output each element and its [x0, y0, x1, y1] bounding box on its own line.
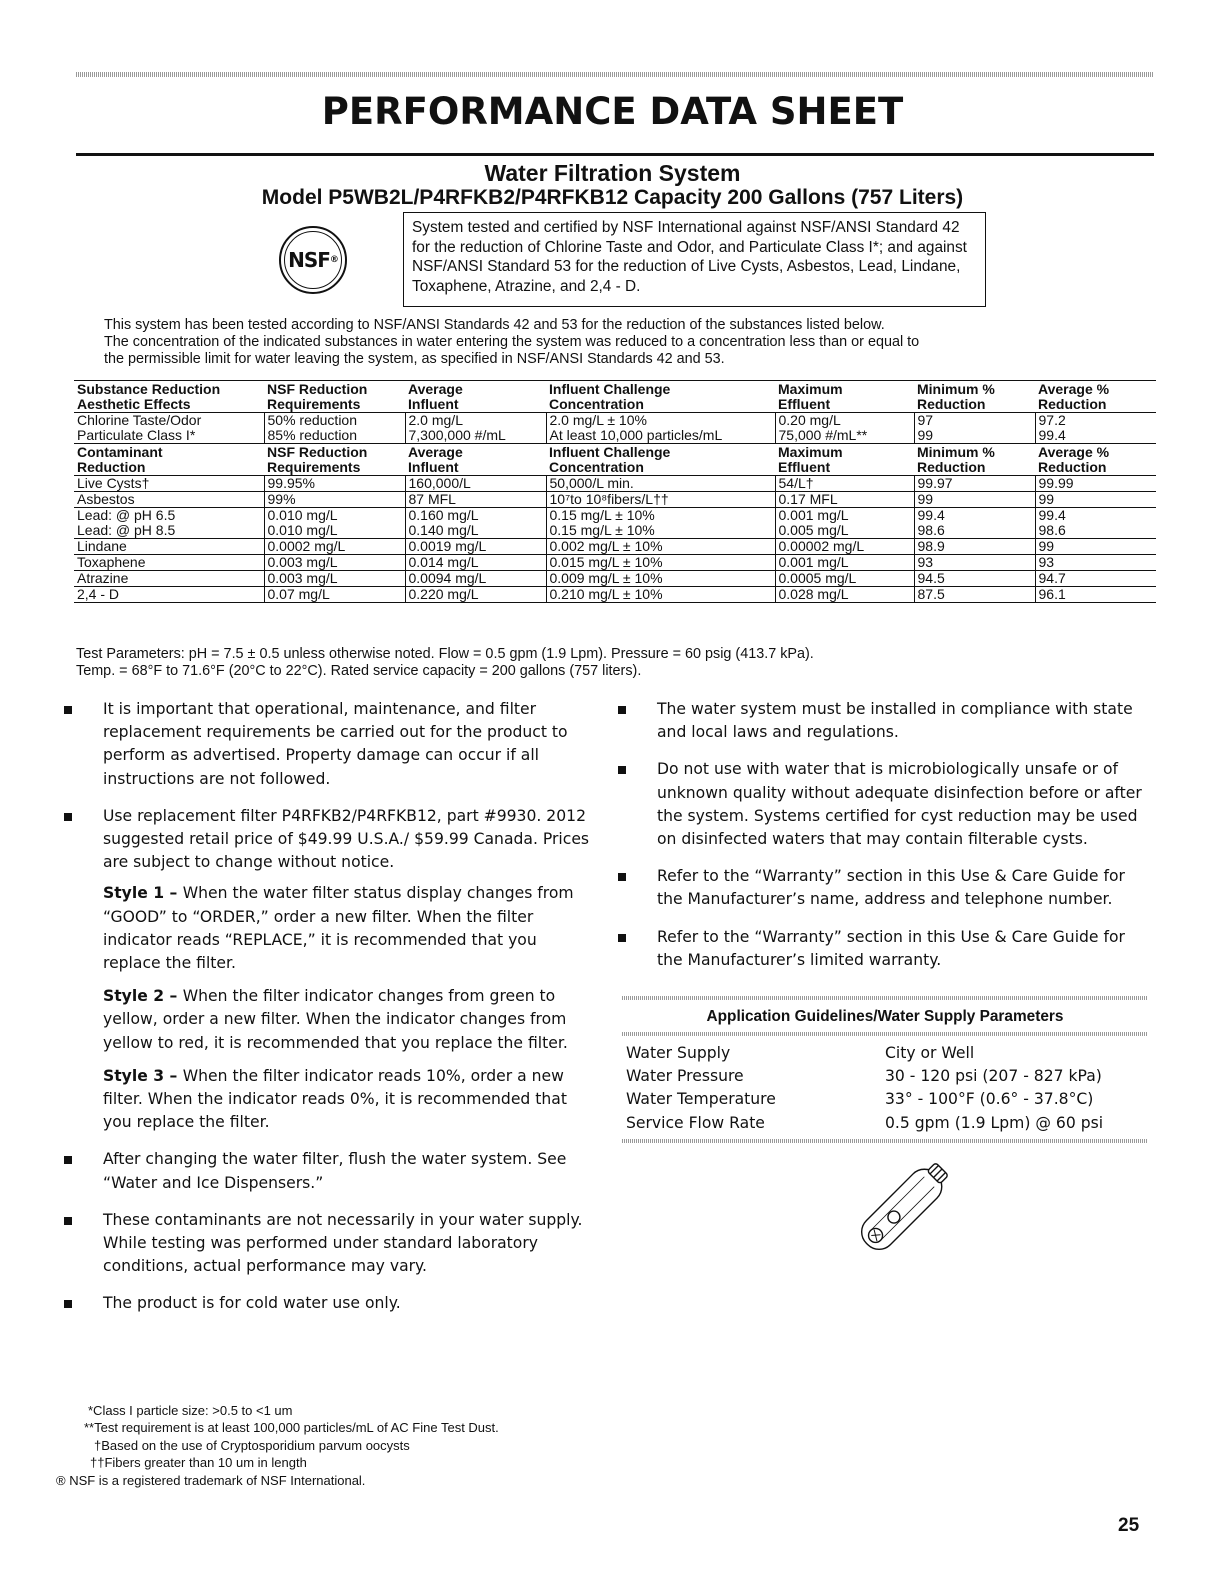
table-cell: 0.003 mg/L: [264, 571, 405, 587]
table-cell: 99.97: [914, 476, 1035, 492]
guideline-row: Service Flow Rate 0.5 gpm (1.9 Lpm) @ 60 psi: [626, 1113, 1104, 1132]
table-cell: 99.4 98.6: [1035, 508, 1156, 539]
table-cell: 0.160 mg/L 0.140 mg/L: [405, 508, 546, 539]
bullet-icon: [64, 813, 72, 821]
table-cell: 99.95%: [264, 476, 405, 492]
test-parameters: Test Parameters: pH = 7.5 ± 0.5 unless otherwise noted. Flow = 0.5 gpm (1.9 Lpm). Pressure = 60 psig (413.7 kPa). Temp. = 68°F to 71.6°F (20°C to 22°C). Rated service capacity = 200 gallons (757 liters).: [76, 646, 814, 679]
performance-table: [74, 380, 1156, 603]
style-1-paragraph: Style 1 – When the water filter status display changes from “GOOD” to “ORDER,” order a new filter. When the filter indicator reads “REPLACE,” it is recommended that you replace the filter.: [103, 884, 574, 973]
column-header: Average % Reduction: [1035, 444, 1156, 476]
table-cell: 99.4 98.6: [914, 508, 1035, 539]
list-item: Refer to the “Warranty” section in this Use & Care Guide for the Manufacturer’s limited warranty.: [618, 926, 1148, 972]
bullet-icon: [64, 1217, 72, 1225]
table-cell: 0.0094 mg/L: [405, 571, 546, 587]
table-cell: 2.0 mg/L ± 10% At least 10,000 particles/mL: [546, 413, 775, 444]
table-row: [74, 413, 1156, 444]
application-guidelines: [622, 996, 1148, 1143]
certification-box: System tested and certified by NSF International against NSF/ANSI Standard 42 for the reduction of Chlorine Taste and Odor, and Particulate Class I*; and against NSF/ANSI Standard 53 for the reduction of Live Cysts, Asbestos, Lead, Lindane, Toxaphene, Atrazine, and 2,4 - D.: [403, 212, 986, 307]
column-header: NSF Reduction Requirements: [264, 381, 405, 413]
dotted-rule: [622, 1139, 1148, 1143]
table-cell: 2,4 - D: [74, 587, 264, 603]
table-cell: 0.002 mg/L ± 10%: [546, 539, 775, 555]
table-header-row: [74, 444, 1156, 476]
table-cell: Live Cysts†: [74, 476, 264, 492]
table-cell: 0.0019 mg/L: [405, 539, 546, 555]
table-cell: 0.003 mg/L: [264, 555, 405, 571]
table-cell: 10⁷to 10⁸fibers/L††: [546, 492, 775, 508]
table-cell: 0.028 mg/L: [775, 587, 914, 603]
column-header: Substance Reduction Aesthetic Effects: [74, 381, 264, 413]
page-subtitle: Water Filtration System: [484, 160, 741, 186]
intro-text: This system has been tested according to NSF/ANSI Standards 42 and 53 for the reduction of the substances listed below. The concentration of the indicated substances in water entering the system was reduced to a concentration less than or equal to the permissible limit for water leaving the system, as specified in NSF/ANSI Standards 42 and 53.: [104, 317, 920, 367]
column-header: Maximum Effluent: [775, 444, 914, 476]
table-cell: 93: [1035, 555, 1156, 571]
water-filter-illustration: [846, 1150, 956, 1270]
table-cell: 2.0 mg/L 7,300,000 #/mL: [405, 413, 546, 444]
table-cell: 0.001 mg/L 0.005 mg/L: [775, 508, 914, 539]
table-row: [74, 476, 1156, 492]
table-cell: Asbestos: [74, 492, 264, 508]
table-cell: 98.9: [914, 539, 1035, 555]
list-item: The product is for cold water use only.: [64, 1292, 594, 1315]
table-header-row: [74, 381, 1156, 413]
table-row: [74, 492, 1156, 508]
table-cell: 50,000/L min.: [546, 476, 775, 492]
table-row: [74, 508, 1156, 539]
column-header: NSF Reduction Requirements: [264, 444, 405, 476]
table-cell: 50% reduction 85% reduction: [264, 413, 405, 444]
table-row: [74, 571, 1156, 587]
table-cell: 94.7: [1035, 571, 1156, 587]
column-header: Influent Challenge Concentration: [546, 444, 775, 476]
table-cell: Chlorine Taste/Odor Particulate Class I*: [74, 413, 264, 444]
list-item: Refer to the “Warranty” section in this Use & Care Guide for the Manufacturer’s name, address and telephone number.: [618, 865, 1148, 911]
bullet-icon: [64, 1300, 72, 1308]
table-cell: 99: [1035, 492, 1156, 508]
table-cell: 93: [914, 555, 1035, 571]
column-header: Average Influent: [405, 381, 546, 413]
list-item: After changing the water filter, flush the water system. See “Water and Ice Dispensers.”: [64, 1148, 594, 1194]
nsf-logo: NSF ®: [279, 226, 347, 294]
title-rule: [76, 153, 1154, 156]
column-header: Average Influent: [405, 444, 546, 476]
bullet-icon: [64, 1156, 72, 1164]
right-column: [618, 698, 1148, 986]
table-cell: 0.009 mg/L ± 10%: [546, 571, 775, 587]
table-cell: 97 99: [914, 413, 1035, 444]
footnotes: *Class I particle size: >0.5 to <1 um **Test requirement is at least 100,000 particles/mL of AC Fine Test Dust. †Based on the use of Cryptosporidium parvum oocysts ††Fibers greater than 10 um in length ® NSF is a registered trademark of NSF International.: [56, 1403, 499, 1488]
top-dotted-rule: [76, 72, 1154, 77]
table-cell: 160,000/L: [405, 476, 546, 492]
table-cell: 96.1: [1035, 587, 1156, 603]
column-header: Average % Reduction: [1035, 381, 1156, 413]
table-cell: 99%: [264, 492, 405, 508]
table-cell: 0.220 mg/L: [405, 587, 546, 603]
column-header: Minimum % Reduction: [914, 444, 1035, 476]
column-header: Influent Challenge Concentration: [546, 381, 775, 413]
table-cell: 0.0005 mg/L: [775, 571, 914, 587]
bullet-icon: [618, 934, 626, 942]
table-cell: 0.210 mg/L ± 10%: [546, 587, 775, 603]
column-header: Contaminant Reduction: [74, 444, 264, 476]
left-column: [64, 698, 594, 1330]
table-cell: Lindane: [74, 539, 264, 555]
table-cell: 0.17 MFL: [775, 492, 914, 508]
table-cell: 0.20 mg/L 75,000 #/mL**: [775, 413, 914, 444]
table-cell: 0.010 mg/L 0.010 mg/L: [264, 508, 405, 539]
table-cell: 0.015 mg/L ± 10%: [546, 555, 775, 571]
table-cell: 99: [914, 492, 1035, 508]
table-row: [74, 539, 1156, 555]
table-cell: 87.5: [914, 587, 1035, 603]
table-cell: Atrazine: [74, 571, 264, 587]
table-cell: Lead: @ pH 6.5 Lead: @ pH 8.5: [74, 508, 264, 539]
bullet-icon: [618, 766, 626, 774]
page-title: PERFORMANCE DATA SHEET: [321, 90, 904, 133]
column-header: Minimum % Reduction: [914, 381, 1035, 413]
table-row: [74, 555, 1156, 571]
column-header: Maximum Effluent: [775, 381, 914, 413]
table-cell: 94.5: [914, 571, 1035, 587]
list-item: It is important that operational, maintenance, and filter replacement requirements be carried out for the product to perform as advertised. Property damage can occur if all instructions are not followed.: [64, 698, 594, 791]
table-cell: 0.001 mg/L: [775, 555, 914, 571]
guidelines-title: Application Guidelines/Water Supply Parameters: [706, 1008, 1064, 1025]
table-cell: 0.014 mg/L: [405, 555, 546, 571]
table-cell: Toxaphene: [74, 555, 264, 571]
list-item: Use replacement filter P4RFKB2/P4RFKB12, part #9930. 2012 suggested retail price of $49.99 U.S.A./ $59.99 Canada. Prices are subject to change without notice.: [64, 805, 594, 875]
guideline-row: Water Supply City or Well: [626, 1044, 975, 1062]
table-cell: 99.99: [1035, 476, 1156, 492]
guideline-row: Water Pressure 30 - 120 psi (207 - 827 kPa): [626, 1067, 1102, 1086]
style-2-paragraph: Style 2 – When the filter indicator changes from green to yellow, order a new filter. When the indicator changes from yellow to red, it is recommended that you replace the filter.: [103, 987, 568, 1052]
list-item: The water system must be installed in compliance with state and local laws and regulations.: [618, 698, 1148, 744]
table-cell: 54/L†: [775, 476, 914, 492]
page-number: 25: [1118, 1515, 1140, 1536]
table-cell: 0.00002 mg/L: [775, 539, 914, 555]
table-cell: 87 MFL: [405, 492, 546, 508]
bullet-icon: [618, 706, 626, 714]
table-row: [74, 587, 1156, 603]
list-item: Do not use with water that is microbiologically unsafe or of unknown quality without adequate disinfection before or after the system. Systems certified for cyst reduction may be used on disinfected waters that may contain filterable cysts.: [618, 758, 1148, 851]
list-item: These contaminants are not necessarily in your water supply. While testing was performed under standard laboratory conditions, actual performance may vary.: [64, 1209, 594, 1279]
style-3-paragraph: Style 3 – When the filter indicator reads 10%, order a new filter. When the indicator reads 0%, it is recommended that you replace the filter.: [103, 1066, 567, 1132]
table-cell: 0.15 mg/L ± 10% 0.15 mg/L ± 10%: [546, 508, 775, 539]
table-cell: 99: [1035, 539, 1156, 555]
model-line: Model P5WB2L/P4RFKB2/P4RFKB12 Capacity 200 Gallons (757 Liters): [261, 186, 964, 209]
bullet-icon: [64, 706, 72, 714]
table-cell: 0.07 mg/L: [264, 587, 405, 603]
guideline-row: Water Temperature 33° - 100°F (0.6° - 37.8°C): [626, 1090, 1094, 1109]
bullet-icon: [618, 873, 626, 881]
table-cell: 0.0002 mg/L: [264, 539, 405, 555]
table-cell: 97.2 99.4: [1035, 413, 1156, 444]
